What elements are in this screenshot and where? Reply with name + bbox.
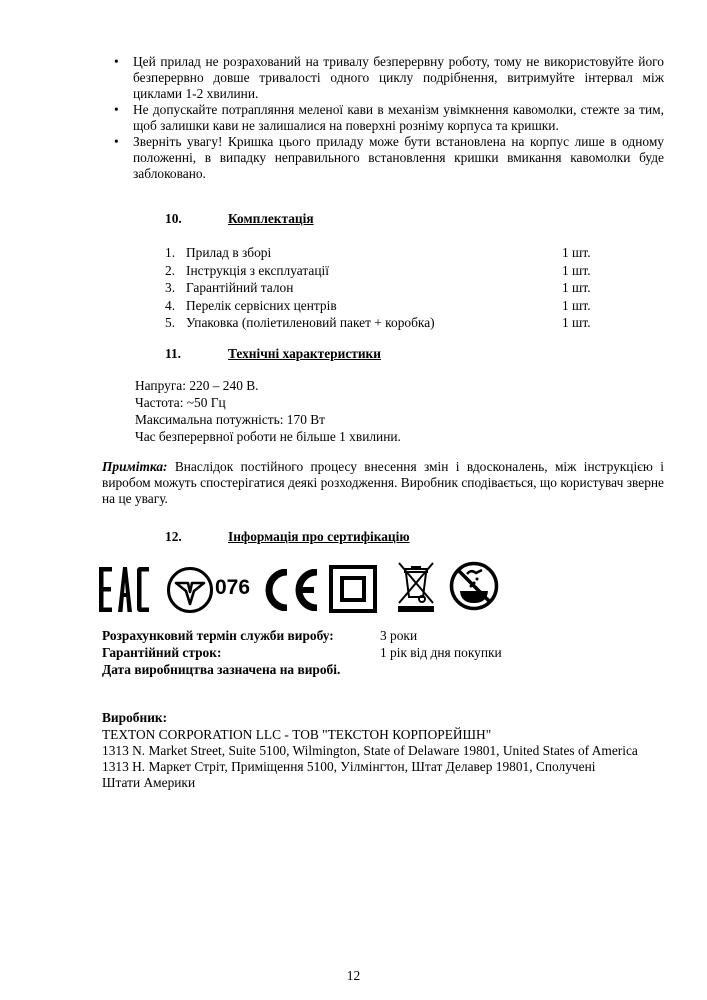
manufacturer-block: [102, 710, 664, 791]
list-item: [165, 315, 605, 333]
service-life-label: Розрахунковий термін служби виробу:: [102, 628, 334, 643]
item-number: 2.: [165, 262, 176, 278]
weee-bin-icon: [397, 561, 435, 613]
warranty-row: [102, 645, 664, 662]
ukrainian-mark-code: 076: [215, 576, 251, 599]
warranty-label: Гарантійний строк:: [102, 645, 222, 660]
service-life-block: [102, 628, 664, 679]
spec-voltage: Напруга: 220 – 240 В.: [135, 378, 259, 393]
page-number: 12: [346, 968, 361, 983]
bullet-item: [112, 134, 664, 182]
list-item: [165, 298, 605, 316]
ukrainian-conformity-mark-icon: [166, 566, 214, 614]
manufacturer-label: Виробник:: [102, 710, 168, 725]
item-qty: 1 шт.: [562, 245, 591, 260]
list-item: [165, 245, 605, 263]
bullet-item: [112, 102, 664, 134]
section-title: Інформація про сертифікацію: [228, 529, 410, 544]
list-item: [165, 280, 605, 298]
note-text: Внаслідок постійного процесу внесення змін і вдосконалень, між інструкцією і виробом можуть спостерігатися деякі розходження. Виробник сподівається, що користувач зверне на це увагу.: [102, 459, 664, 506]
bullet-text: Зверніть увагу! Кришка цього приладу може бути встановлена на корпус лише в одному положенні, в випадку неправильного встановлення кришки вмикання кавомолки буде заблоковано.: [133, 134, 664, 181]
item-name: Прилад в зборі: [186, 245, 272, 260]
list-item: [165, 263, 605, 281]
section-number: 11.: [165, 346, 181, 361]
specs-list: [135, 378, 401, 446]
ce-mark-icon: [261, 569, 319, 611]
section-heading-specs: [165, 346, 381, 362]
manufacturer-name: TEXTON CORPORATION LLC - ТОВ "ТЕКСТОН КОРПОРЕЙШН": [102, 727, 492, 742]
manufacturer-address-ua: 1313 Н. Маркет Стріт, Приміщення 5100, Уілмінгтон, Штат Делавер 19801, Сполучені Штати Америки: [102, 759, 596, 790]
service-life-row: [102, 628, 664, 645]
bullet-text: Цей прилад не розрахований на тривалу безперервну роботу, тому не використовуйте його безперервно довше тривалості одного циклу подрібнення, витримуйте інтервал між циклами 1-2 хвилини.: [133, 54, 664, 101]
certification-marks: [99, 558, 519, 616]
bullet-text: Не допускайте потрапляння меленої кави в механізм увімкнення кавомолки, стежте за тим, щоб залишки кави не залишалися на поверхні розніму корпуса та кришки.: [133, 102, 664, 133]
item-number: 1.: [165, 245, 176, 260]
kit-list: [165, 245, 605, 333]
production-date-row: [102, 662, 664, 679]
item-number: 3.: [165, 280, 176, 295]
no-wash-icon: [449, 561, 499, 611]
item-number: 5.: [165, 315, 176, 330]
safety-bullet-list: [112, 54, 664, 182]
item-qty: 1 шт.: [562, 297, 591, 313]
item-name: Упаковка (поліетиленовий пакет + коробка): [186, 315, 435, 330]
manufacturer-address-en: 1313 N. Market Street, Suite 5100, Wilmington, State of Delaware 19801, United States of America: [102, 743, 638, 758]
bullet-marker: •: [114, 54, 119, 69]
item-qty: 1 шт.: [562, 280, 591, 295]
spec-frequency: Частота: ~50 Гц: [135, 395, 226, 410]
section-heading-certification: [165, 529, 410, 545]
section-heading-kit: [165, 211, 314, 227]
eac-mark-icon: [99, 567, 151, 612]
item-name: Інструкція з експлуатації: [186, 262, 329, 278]
bullet-marker: •: [114, 134, 119, 149]
item-name: Гарантійний талон: [186, 280, 294, 295]
spec-power: Максимальна потужність: 170 Вт: [135, 412, 326, 427]
section-number: 12.: [165, 529, 182, 544]
service-life-value: 3 роки: [380, 628, 418, 643]
section-title: Технічні характеристики: [228, 346, 381, 361]
note-label: Примітка:: [102, 459, 168, 474]
section-title: Комплектація: [228, 211, 314, 226]
item-name: Перелік сервісних центрів: [186, 297, 337, 313]
bullet-item: [112, 54, 664, 102]
warranty-value: 1 рік від дня покупки: [380, 645, 502, 660]
section-number: 10.: [165, 211, 182, 226]
item-qty: 1 шт.: [562, 262, 591, 278]
spec-runtime: Час безперервної роботи не більше 1 хвилини.: [135, 429, 401, 444]
item-number: 4.: [165, 297, 176, 313]
production-date-note: Дата виробництва зазначена на виробі.: [102, 662, 341, 677]
note-paragraph: [102, 459, 664, 507]
item-qty: 1 шт.: [562, 315, 591, 330]
bullet-marker: •: [114, 102, 119, 117]
double-insulation-icon: [329, 565, 377, 613]
